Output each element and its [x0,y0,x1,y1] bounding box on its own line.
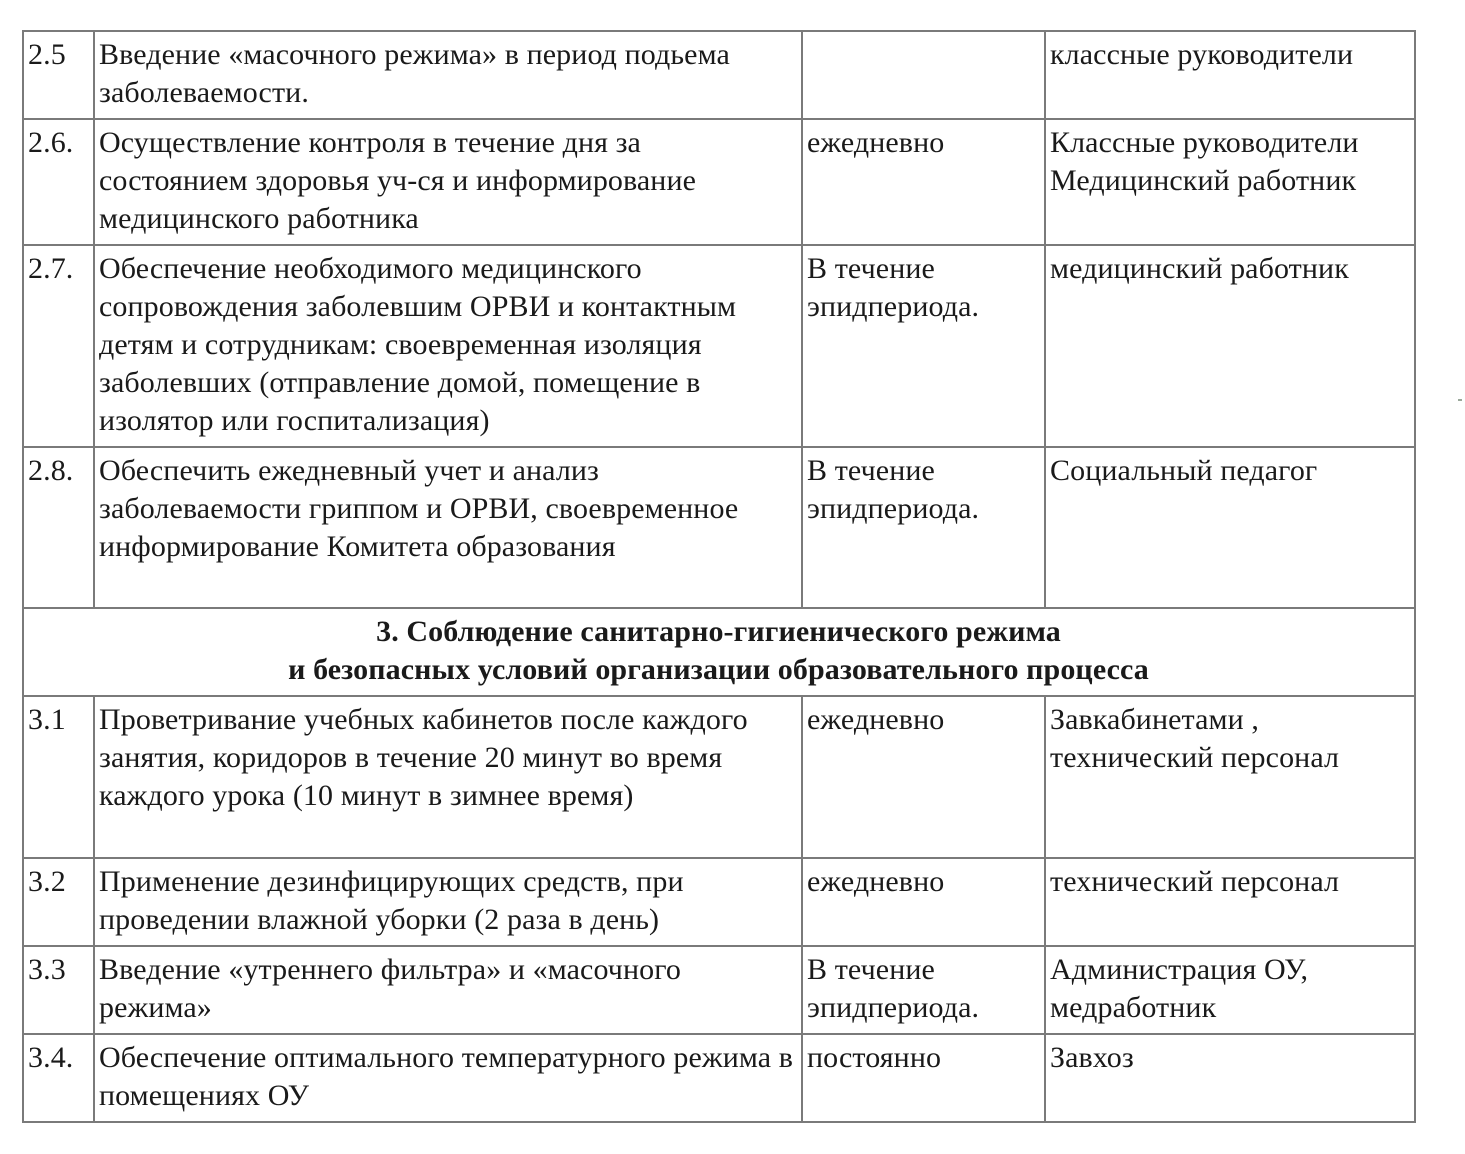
section-heading [23,608,1415,696]
item-number: 3.3 [23,946,94,1034]
section-row [23,608,1415,696]
section-heading-line-2: и безопасных условий организации образовательного процесса [288,653,1149,686]
document-page [22,30,1414,1123]
table-row [23,946,1415,1034]
action-cell: Осуществление контроля в течение дня за состоянием здоровья уч-ся и информирование медицинского работника [94,119,802,245]
responsible-cell: технический персонал [1045,858,1415,946]
action-cell: Применение дезинфицирующих средств, при проведении влажной уборки (2 раза в день) [94,858,802,946]
item-number: 3.1 [23,696,94,858]
table-row [23,858,1415,946]
section-heading-line-1: 3. Соблюдение санитарно-гигиенического режима [376,615,1061,648]
term-cell: ежедневно [802,119,1045,245]
item-number: 3.2 [23,858,94,946]
term-cell: ежедневно [802,858,1045,946]
item-number: 2.7. [23,245,94,447]
table-row [23,1034,1415,1122]
term-cell: В течение эпидпериода. [802,245,1045,447]
item-number: 2.5 [23,31,94,119]
responsible-cell: классные руководители [1045,31,1415,119]
item-number: 3.4. [23,1034,94,1122]
action-cell: Проветривание учебных кабинетов после каждого занятия, коридоров в течение 20 минут во время каждого урока (10 минут в зимнее время) [94,696,802,858]
term-cell: ежедневно [802,696,1045,858]
term-cell: В течение эпидпериода. [802,447,1045,608]
term-cell: В течение эпидпериода. [802,946,1045,1034]
action-cell: Обеспечение необходимого медицинского сопровождения заболевшим ОРВИ и контактным детям и сотрудникам: своевременная изоляция заболевших (отправление домой, помещение в изолятор или госпитализация) [94,245,802,447]
action-cell: Введение «масочного режима» в период подьема заболеваемости. [94,31,802,119]
table-row [23,119,1415,245]
scan-speck [1458,399,1462,401]
measures-table [22,30,1416,1123]
responsible-cell: медицинский работник [1045,245,1415,447]
table-row [23,696,1415,858]
responsible-cell: Завхоз [1045,1034,1415,1122]
table-row [23,245,1415,447]
action-cell: Обеспечение оптимального температурного режима в помещениях ОУ [94,1034,802,1122]
item-number: 2.6. [23,119,94,245]
term-cell: постоянно [802,1034,1045,1122]
responsible-cell: Администрация ОУ, медработник [1045,946,1415,1034]
responsible-cell: Социальный педагог [1045,447,1415,608]
action-cell: Обеспечить ежедневный учет и анализ заболеваемости гриппом и ОРВИ, своевременное информирование Комитета образования [94,447,802,608]
term-cell [802,31,1045,119]
table-row [23,447,1415,608]
responsible-cell: Классные руководители Медицинский работник [1045,119,1415,245]
action-cell: Введение «утреннего фильтра» и «масочного режима» [94,946,802,1034]
table-row [23,31,1415,119]
item-number: 2.8. [23,447,94,608]
responsible-cell: Завкабинетами , технический персонал [1045,696,1415,858]
